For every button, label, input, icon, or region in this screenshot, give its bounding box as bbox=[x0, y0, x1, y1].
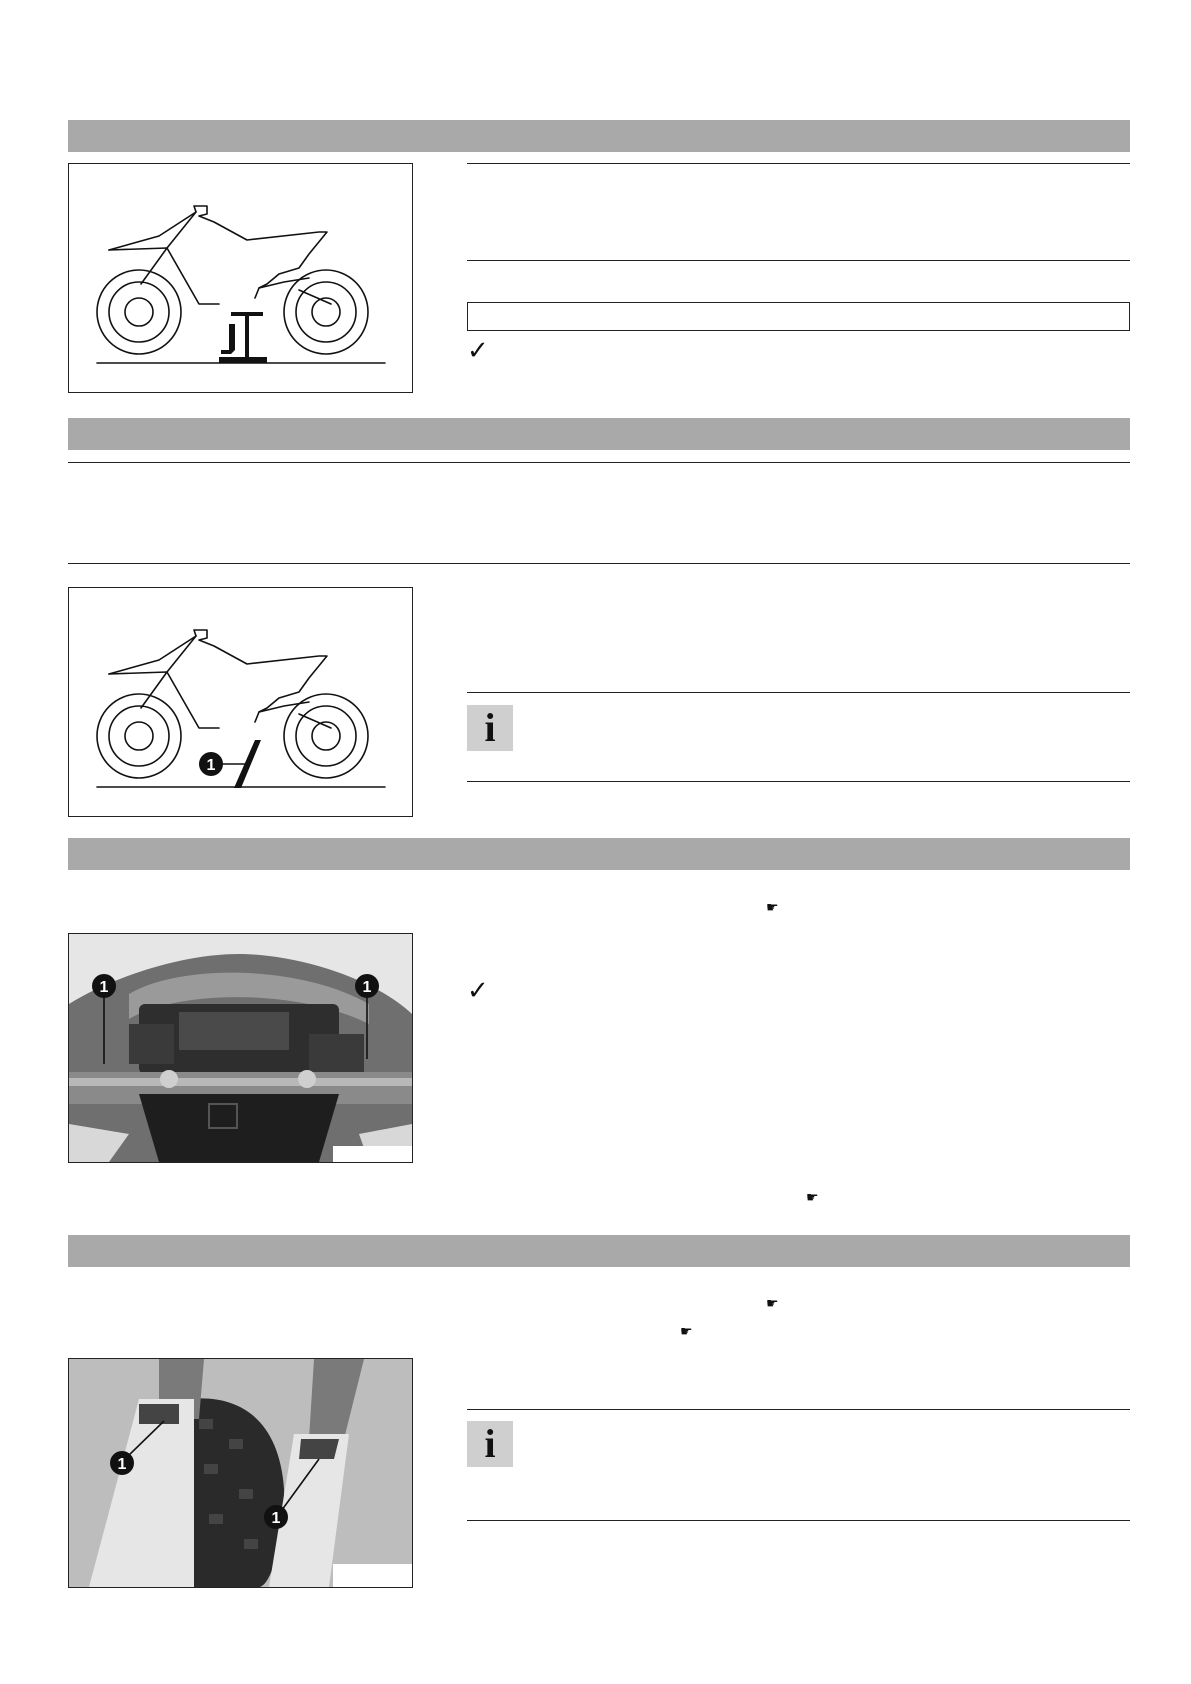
pointing-hand-icon: ☛ bbox=[766, 900, 779, 916]
figure-motorcycle-side-stand bbox=[68, 587, 413, 817]
figure-motorcycle-on-stand bbox=[68, 163, 413, 393]
photo-fork-adjusters bbox=[68, 1358, 413, 1588]
svg-text:1: 1 bbox=[99, 979, 109, 996]
callout-1-icon bbox=[199, 752, 223, 776]
svg-text:1: 1 bbox=[362, 979, 372, 996]
pointing-hand-icon: ☛ bbox=[766, 1296, 779, 1312]
rule-s1-mid bbox=[467, 260, 1130, 261]
rule-s2-note-top bbox=[467, 692, 1130, 693]
rule-s2-top bbox=[68, 462, 1130, 463]
section-header-bar-4 bbox=[68, 1235, 1130, 1267]
rule-s1-top bbox=[467, 163, 1130, 164]
info-icon: i bbox=[467, 705, 513, 751]
rule-s4-note-bottom bbox=[467, 1520, 1130, 1521]
bordered-field-box bbox=[467, 302, 1130, 331]
svg-text:1: 1 bbox=[271, 1510, 281, 1527]
rule-s2-bottom bbox=[68, 563, 1130, 564]
info-icon: i bbox=[467, 1421, 513, 1467]
rule-s4-note-top bbox=[467, 1409, 1130, 1410]
callout-1-icon bbox=[110, 1451, 134, 1475]
section-header-bar-3 bbox=[68, 838, 1130, 870]
pointing-hand-icon: ☛ bbox=[680, 1324, 693, 1340]
check-icon: ✓ bbox=[467, 976, 489, 1006]
check-icon: ✓ bbox=[467, 336, 489, 366]
callout-1-icon bbox=[355, 974, 379, 998]
section-header-bar-1 bbox=[68, 120, 1130, 152]
pointing-hand-icon: ☛ bbox=[806, 1190, 819, 1206]
svg-text:1: 1 bbox=[206, 757, 216, 774]
rule-s2-note-bottom bbox=[467, 781, 1130, 782]
photo-handlebar-adjusters bbox=[68, 933, 413, 1163]
callout-1-icon bbox=[264, 1505, 288, 1529]
svg-text:1: 1 bbox=[117, 1456, 127, 1473]
callout-1-icon bbox=[92, 974, 116, 998]
section-header-bar-2 bbox=[68, 418, 1130, 450]
